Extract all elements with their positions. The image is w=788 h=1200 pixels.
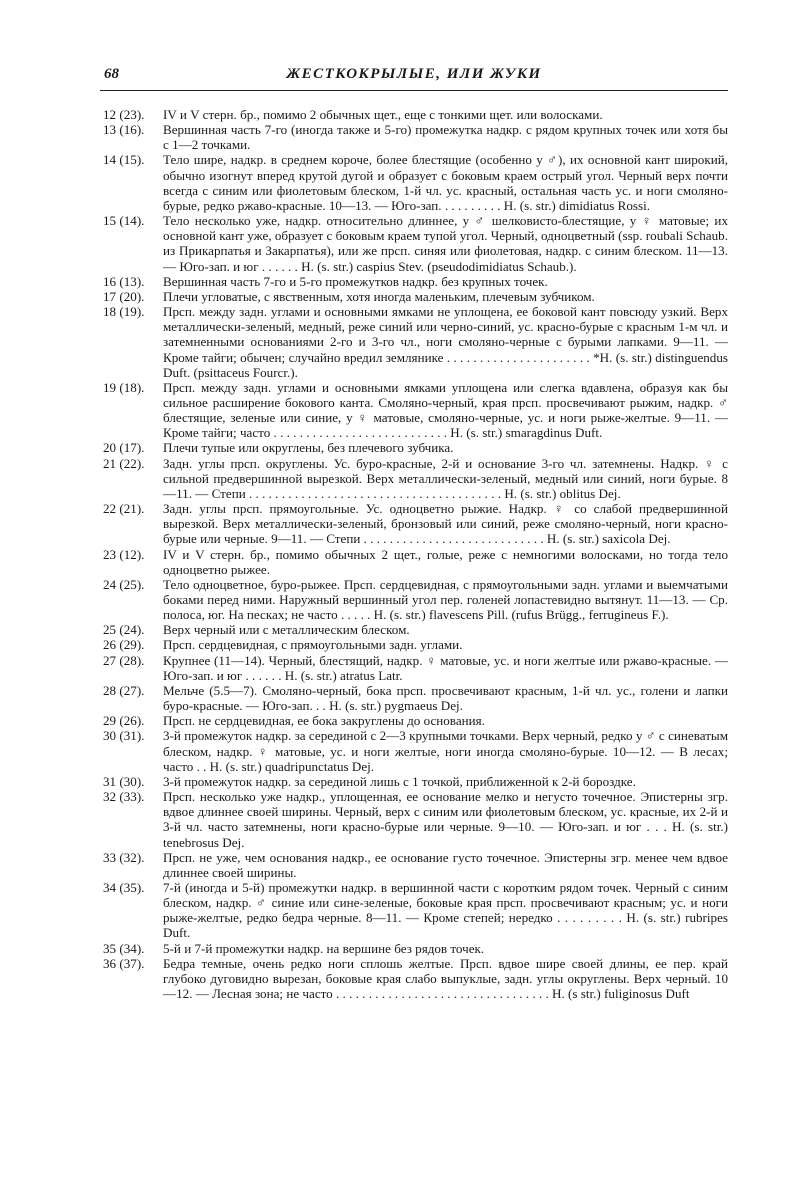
key-entry bbox=[103, 683, 728, 713]
entry-number: 30 (31). bbox=[103, 728, 145, 744]
key-entry bbox=[103, 774, 728, 789]
key-entry bbox=[103, 380, 728, 441]
entry-text: Мельче (5.5—7). Смоляно-черный, бока прсп. просвечивают красным, 1-й чл. ус., голени и лапки буро-красные. — Юго-зап. . . H. (s. str.) pygmaeus Dej. bbox=[163, 682, 728, 714]
entry-number: 27 (28). bbox=[103, 652, 145, 668]
key-entry bbox=[103, 152, 728, 213]
entry-text: Задн. углы прсп. округлены. Ус. буро-красные, 2-й и основание 3-го чл. затемнены. Надкр. ♀ с сильной предвершинной вырезкой. Верх металлически-зеленый, медный или синий, ноги бурые. 8—11. — Степи . . . . . . . . . . . . . . . . . . . . . . . . . . . . . . . . . . . . . . . H. (s. str.) oblitus Dej. bbox=[163, 455, 728, 501]
entry-text: 3-й промежуток надкр. за серединой с 2—3 крупными точками. Верх черный, редко у ♂ с синеватым блеском, надкр. ♀ матовые, ус. и ноги желтые, ноги иногда смоляно-бурые. 10—12. — В лесах; часто . . H. (s. str.) quadripunctatus Dej. bbox=[163, 728, 728, 774]
entry-number: 26 (29). bbox=[103, 637, 145, 653]
entry-number: 35 (34). bbox=[103, 940, 145, 956]
key-entry bbox=[103, 501, 728, 546]
entry-number: 23 (12). bbox=[103, 546, 145, 562]
entry-number: 21 (22). bbox=[103, 455, 145, 471]
key-entry bbox=[103, 622, 728, 637]
entry-text: Задн. углы прсп. прямоугольные. Ус. одноцветно рыжие. Надкр. ♀ со слабой предвершинной вырезкой. Верх металлически-зеленый, бронзовый или синий, реже смоляно-черный, ноги красно-бурые или черные. 9—11. — Степи . . . . . . . . . . . . . . . . . . . . . . . . . . . . H. (s. str.) saxicola Dej. bbox=[163, 501, 728, 547]
key-entry bbox=[103, 289, 728, 304]
key-entry bbox=[103, 789, 728, 850]
key-entry bbox=[103, 956, 728, 1001]
entry-number: 14 (15). bbox=[103, 152, 145, 168]
entry-text: Крупнее (11—14). Черный, блестящий, надкр. ♀ матовые, ус. и ноги желтые или ржаво-красные. — Юго-зап. и юг . . . . . . H. (s. str.) atratus Latr. bbox=[163, 652, 728, 683]
entry-number: 34 (35). bbox=[103, 879, 145, 895]
key-entry bbox=[103, 850, 728, 880]
entry-number: 31 (30). bbox=[103, 773, 145, 789]
key-entry bbox=[103, 880, 728, 941]
key-entry bbox=[103, 941, 728, 956]
key-entry bbox=[103, 547, 728, 577]
key-entry bbox=[103, 440, 728, 455]
key-entry bbox=[103, 713, 728, 728]
key-entry bbox=[103, 577, 728, 622]
entry-text: Плечи угловатые, с явственным, хотя иногда маленьким, плечевым зубчиком. bbox=[163, 288, 595, 304]
entry-number: 33 (32). bbox=[103, 849, 145, 865]
page-number: 68 bbox=[104, 66, 119, 82]
key-entry bbox=[103, 274, 728, 289]
key-entry bbox=[103, 107, 728, 122]
key-entry bbox=[103, 213, 728, 274]
entry-number: 25 (24). bbox=[103, 622, 145, 638]
entry-text: Тело шире, надкр. в среднем короче, более блестящие (особенно у ♂), их основной кант широкий, обычно изогнут вперед крутой дугой и образует с боковым краем острый угол. Черный верх почти всегда с синим или фиолетовым блеском, 1-й чл. ус. красный, остальная часть ус. и ноги смоляно-бурые, редко ржаво-красные. 10—13. — Юго-зап. . . . . . . . . . H. (s. str.) dimidiatus Rossi. bbox=[163, 152, 728, 213]
identification-key bbox=[103, 107, 728, 1001]
entry-text: Прсп. между задн. углами и основными ямками уплощена или слегка вдавлена, образуя как бы сильное расширение бокового канта. Смоляно-черный, края прсп. просвечивают рыжим, надкр. ♂ блестящие, зеленые или синие, у ♀ матовые, смоляно-черные, ус. и ноги рыже-желтые. 9—11. — Кроме тайги; часто . . . . . . . . . . . . . . . . . . . . . . . . . . . H. (s. str.) smaragdinus Duft. bbox=[163, 379, 728, 441]
entry-number: 36 (37). bbox=[103, 955, 145, 971]
entry-text: Вершинная часть 7-го и 5-го промежутков надкр. без крупных точек. bbox=[163, 273, 548, 289]
entry-number: 17 (20). bbox=[103, 288, 145, 304]
entry-text: Прсп. несколько уже надкр., уплощенная, ее основание мелко и негусто точечное. Эпистерны згр. вдвое длиннее своей ширины. Черный, верх с синим или фиолетовым блеском, ус. красные, их 2-й и 3-й чл. часто затемнены, ноги красно-бурые или черные. 9—10. — Юго-зап. и юг . . . H. (s. str.) tenebrosus Dej. bbox=[163, 789, 728, 850]
entry-number: 32 (33). bbox=[103, 789, 145, 805]
running-header bbox=[100, 64, 728, 91]
entry-text: Тело несколько уже, надкр. относительно длиннее, у ♂ шелковисто-блестящие, у ♀ матовые; их основной кант уже, образует с боковым краем тупой угол. Черный, одноцветный (ssp. roubali Schaub. из Прикарпатья и Закарпатья), или же прсп. синяя или фиолетовая, надкр. с синим блеском. 11—13. — Юго-зап. и юг . . . . . . H. (s. str.) caspius Stev. (pseudodimidiatus Schaub.). bbox=[163, 213, 728, 274]
entry-number: 16 (13). bbox=[103, 273, 145, 289]
key-entry bbox=[103, 304, 728, 380]
key-entry bbox=[103, 653, 728, 683]
entry-number: 20 (17). bbox=[103, 440, 145, 456]
entry-text: Вершинная часть 7-го (иногда также и 5-го) промежутка надкр. с рядом крупных точек или хотя бы с 1—2 точками. bbox=[163, 122, 728, 153]
running-title: ЖЕСТКОКРЫЛЫЕ, ИЛИ ЖУКИ bbox=[286, 66, 542, 82]
entry-text: 5-й и 7-й промежутки надкр. на вершине без рядов точек. bbox=[163, 940, 485, 956]
entry-text: Тело одноцветное, буро-рыжее. Прсп. сердцевидная, с прямоугольными задн. углами и выемчатыми боками перед ними. Наружный вершинный угол пер. голеней лопастевидно вытянут. 11—13. — Ср. полоса, юг. На песках; не часто . . . . . H. (s. str.) flavescens Pill. (rufus Brügg., ferrugineus F.). bbox=[163, 576, 728, 623]
entry-text: Прсп. не уже, чем основания надкр., ее основание густо точечное. Эпистерны згр. менее чем вдвое длиннее своей ширины. bbox=[163, 849, 728, 880]
entry-text: Бедра темные, очень редко ноги сплошь желтые. Прсп. вдвое шире своей длины, ее пер. край глубоко дуговидно вырезан, боковые края слабо выпуклые, задн. углы округлены. Верх черный. 10—12. — Лесная зона; не часто . . . . . . . . . . . . . . . . . . . . . . . . . . . . . . . . . H. (s str.) fuliginosus Duft bbox=[163, 955, 728, 1002]
entry-text: Прсп. между задн. углами и основными ямками не уплощена, ее боковой кант повсюду узкий. Верх металлически-зеленый, медный, реже синий или черно-синий, ус. красно-бурые с красным 1-м чл. и затемненными основаниями 2-го и 3-го чл., ноги смоляно-черные с бурыми лапками. 9—11. — Кроме тайги; обычен; случайно вредил землянике . . . . . . . . . . . . . . . . . . . . . . *H. (s. str.) distinguendus Duft. (psittaceus Fourcr.). bbox=[163, 304, 728, 380]
entry-number: 22 (21). bbox=[103, 501, 145, 517]
entry-number: 12 (23). bbox=[103, 107, 145, 122]
key-entry bbox=[103, 637, 728, 652]
entry-text: IV и V стерн. бр., помимо 2 обычных щет., еще с тонкими щет. или волосками. bbox=[163, 107, 603, 122]
entry-number: 15 (14). bbox=[103, 213, 145, 229]
entry-text: Прсп. не сердцевидная, ее бока закруглены до основания. bbox=[163, 713, 485, 729]
entry-text: Плечи тупые или округлены, без плечевого зубчика. bbox=[163, 440, 454, 456]
entry-number: 19 (18). bbox=[103, 379, 145, 395]
entry-text: 7-й (иногда и 5-й) промежутки надкр. в вершинной части с коротким рядом точек. Черный с синим блеском, надкр. ♂ синие или сине-зеленые, боковые края прсп. просвечивают красным; ус. и ноги рыже-желтые, редко бедра черные. 8—11. — Кроме степей; нередко . . . . . . . . . H. (s. str.) rubripes Duft. bbox=[163, 879, 728, 941]
entry-text: Прсп. сердцевидная, с прямоугольными задн. углами. bbox=[163, 637, 463, 653]
entry-number: 13 (16). bbox=[103, 122, 145, 138]
entry-text: 3-й промежуток надкр. за серединой лишь с 1 точкой, приближенной к 2-й бороздке. bbox=[163, 773, 636, 789]
entry-number: 24 (25). bbox=[103, 576, 145, 592]
entry-number: 28 (27). bbox=[103, 682, 145, 698]
key-entry bbox=[103, 456, 728, 501]
entry-number: 29 (26). bbox=[103, 713, 145, 729]
key-entry bbox=[103, 728, 728, 773]
key-entry bbox=[103, 122, 728, 152]
entry-text: IV и V стерн. бр., помимо обычных 2 щет., голые, реже с немногими волосками, но тогда тело одноцветно рыжее. bbox=[163, 546, 728, 577]
entry-number: 18 (19). bbox=[103, 304, 145, 320]
entry-text: Верх черный или с металлическим блеском. bbox=[163, 622, 410, 638]
